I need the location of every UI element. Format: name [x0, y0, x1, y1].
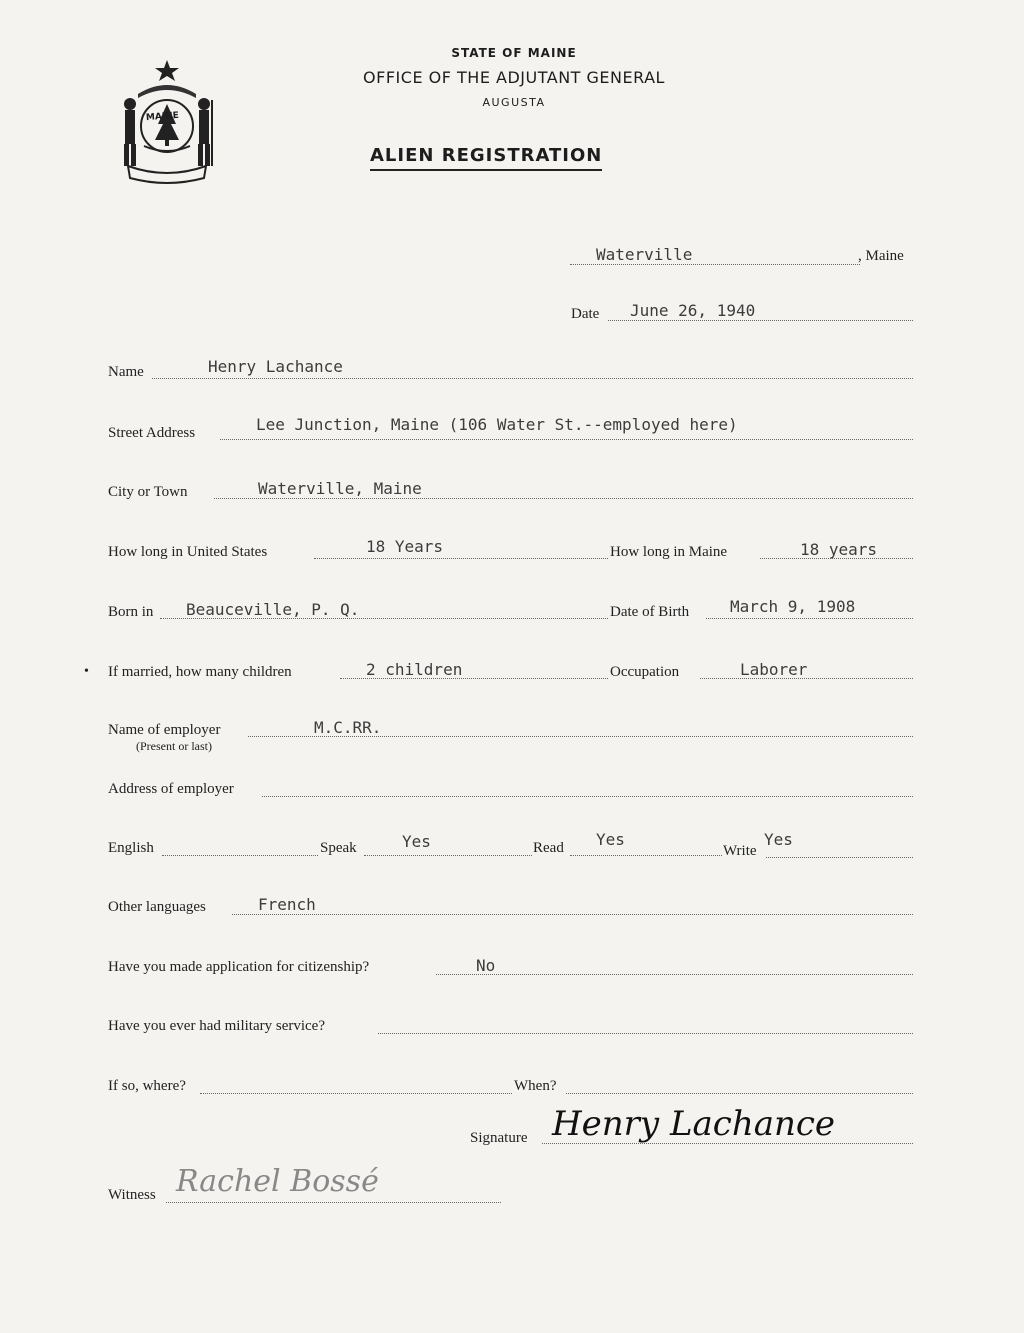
form-title: ALIEN REGISTRATION: [370, 145, 602, 171]
children-value[interactable]: 2 children: [366, 660, 463, 679]
speak-label: Speak: [320, 840, 357, 856]
state-heading: STATE OF MAINE: [451, 46, 577, 60]
bullet-marker: •: [84, 664, 89, 679]
dob-label: Date of Birth: [610, 604, 690, 620]
english-label: English: [108, 840, 154, 856]
street-value[interactable]: Lee Junction, Maine (106 Water St.--employed here): [256, 415, 738, 434]
office-heading: OFFICE OF THE ADJUTANT GENERAL: [363, 68, 665, 87]
location-value[interactable]: Waterville: [596, 245, 693, 264]
when-label: When?: [514, 1078, 557, 1094]
us-time-label: How long in United States: [108, 544, 268, 560]
date-label: Date: [571, 306, 600, 322]
city-value[interactable]: Waterville, Maine: [258, 479, 422, 498]
dob-value[interactable]: March 9, 1908: [730, 597, 856, 616]
maine-time-label: How long in Maine: [610, 544, 728, 560]
other-languages-label: Other languages: [108, 899, 206, 915]
signature-label: Signature: [470, 1130, 528, 1146]
signature-value[interactable]: Henry Lachance: [552, 1104, 836, 1144]
read-value[interactable]: Yes: [596, 830, 625, 849]
born-value[interactable]: Beauceville, P. Q.: [186, 600, 360, 619]
military-label: Have you ever had military service?: [108, 1018, 325, 1034]
citizenship-label: Have you made application for citizenship?: [108, 959, 370, 975]
location-suffix: , Maine: [858, 248, 904, 264]
read-label: Read: [533, 840, 564, 856]
born-label: Born in: [108, 604, 154, 620]
witness-value[interactable]: Rachel Bossé: [176, 1164, 379, 1199]
write-value[interactable]: Yes: [764, 830, 793, 849]
city-label: City or Town: [108, 484, 188, 500]
other-languages-value[interactable]: French: [258, 895, 316, 914]
where-label: If so, where?: [108, 1078, 186, 1094]
citizenship-value[interactable]: No: [476, 956, 496, 975]
date-value[interactable]: June 26, 1940: [630, 301, 756, 320]
street-label: Street Address: [108, 425, 196, 441]
write-label: Write: [723, 843, 757, 859]
occupation-value[interactable]: Laborer: [740, 660, 808, 679]
employer-address-label: Address of employer: [108, 781, 234, 797]
occupation-label: Occupation: [610, 664, 680, 680]
employer-label: Name of employer: [108, 722, 221, 738]
employer-sublabel: (Present or last): [136, 739, 212, 753]
children-label: If married, how many children: [108, 664, 292, 680]
seal-motto: MAINE: [145, 110, 180, 124]
maine-time-value[interactable]: 18 years: [800, 540, 878, 559]
name-label: Name: [108, 364, 144, 380]
city-heading: AUGUSTA: [482, 96, 546, 109]
name-value[interactable]: Henry Lachance: [208, 357, 343, 376]
speak-value[interactable]: Yes: [402, 832, 431, 851]
us-time-value[interactable]: 18 Years: [366, 537, 444, 556]
employer-value[interactable]: M.C.RR.: [314, 718, 382, 737]
witness-label: Witness: [108, 1187, 156, 1203]
